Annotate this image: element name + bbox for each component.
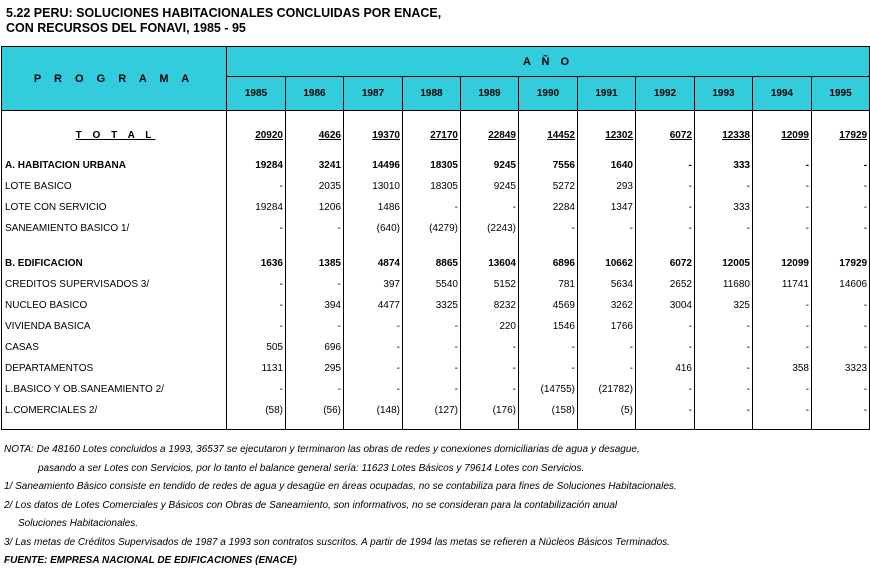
table-cell: 333 [695,155,753,176]
table-cell: 397 [344,274,403,295]
table-row [2,337,870,358]
spacer-cell [2,147,227,155]
spacer-cell [578,239,636,253]
table-cell: - [636,197,695,218]
spacer-cell [753,239,812,253]
table-cell: 13010 [344,176,403,197]
spacer-cell [812,421,870,430]
spacer-cell [519,239,578,253]
table-cell: - [695,218,753,239]
table-cell: - [403,197,461,218]
table-cell: 333 [695,197,753,218]
table-cell: - [812,316,870,337]
table-row [2,176,870,197]
table-cell: - [753,337,812,358]
spacer-cell [636,239,695,253]
table-cell: - [636,176,695,197]
table-cell: 8232 [461,295,519,316]
note-text: 1/ Saneamiento Básico consiste en tendido de redes de agua y desagüe en áreas ocupadas, no se contabiliza para fines de Soluciones Habitacionales. [4,481,677,492]
table-cell: 4569 [519,295,578,316]
spacer-cell [695,147,753,155]
table-cell: 2284 [519,197,578,218]
table-cell: - [636,218,695,239]
spacer-cell [344,147,403,155]
table-cell: 6896 [519,253,578,274]
table-cell: - [227,176,286,197]
table-cell: 11680 [695,274,753,295]
table-row [2,274,870,295]
table-cell: 19284 [227,155,286,176]
table-row [2,379,870,400]
table-cell: - [461,197,519,218]
year-header: 1989 [461,77,519,111]
spacer-cell [461,239,519,253]
table-cell: - [812,295,870,316]
table-cell: 3241 [286,155,344,176]
table-cell: - [753,218,812,239]
table-cell: 19370 [344,125,403,147]
table-cell: - [227,316,286,337]
table-row [2,218,870,239]
table-cell: 3004 [636,295,695,316]
table-cell: - [695,337,753,358]
table-cell: - [753,316,812,337]
row-label: CASAS [2,337,227,358]
table-cell: - [227,379,286,400]
table-cell: - [344,358,403,379]
spacer-cell [2,111,227,125]
table-cell: 416 [636,358,695,379]
spacer-cell [578,147,636,155]
anio-header: A Ñ O [227,47,870,77]
year-header: 1987 [344,77,403,111]
table-cell: 293 [578,176,636,197]
spacer-cell [753,147,812,155]
table-cell: (148) [344,400,403,421]
row-label: DEPARTAMENTOS [2,358,227,379]
table-cell: - [344,379,403,400]
spacer-cell [344,421,403,430]
spacer-row [2,111,870,125]
section-row [2,253,870,274]
table-cell: 14496 [344,155,403,176]
table-cell: - [636,316,695,337]
row-label: L.COMERCIALES 2/ [2,400,227,421]
spacer-cell [403,239,461,253]
spacer-cell [344,111,403,125]
table-cell: - [344,316,403,337]
table-cell: (58) [227,400,286,421]
table-cell: 220 [461,316,519,337]
table-cell: - [227,218,286,239]
row-label: CREDITOS SUPERVISADOS 3/ [2,274,227,295]
year-header: 1995 [812,77,870,111]
table-cell: - [286,274,344,295]
year-header: 1991 [578,77,636,111]
table-cell: - [753,197,812,218]
table-cell: (14755) [519,379,578,400]
table-cell: 1640 [578,155,636,176]
year-header: 1986 [286,77,344,111]
table-cell: 1347 [578,197,636,218]
spacer-cell [461,421,519,430]
table-cell: - [695,316,753,337]
table-cell: 505 [227,337,286,358]
table-cell: 7556 [519,155,578,176]
row-label: VIVIENDA BASICA [2,316,227,337]
table-cell: - [636,155,695,176]
table-cell: 2035 [286,176,344,197]
table-cell: 2652 [636,274,695,295]
table-row [2,358,870,379]
table-cell: - [695,379,753,400]
spacer-cell [286,111,344,125]
spacer-cell [695,421,753,430]
spacer-cell [403,421,461,430]
table-cell: (158) [519,400,578,421]
table-cell: 9245 [461,155,519,176]
table-cell: 10662 [578,253,636,274]
table-cell: - [519,337,578,358]
spacer-cell [578,421,636,430]
table-cell: (5) [578,400,636,421]
spacer-cell [519,111,578,125]
page-title [6,6,441,36]
table-cell: 12005 [695,253,753,274]
data-table [1,46,870,430]
spacer-cell [227,421,286,430]
table-cell: 18305 [403,176,461,197]
spacer-cell [812,239,870,253]
spacer-row [2,421,870,430]
table-cell: - [578,218,636,239]
spacer-cell [227,147,286,155]
table-cell: - [286,316,344,337]
table-cell: 22849 [461,125,519,147]
table-cell: 4626 [286,125,344,147]
title-line-2: CON RECURSOS DEL FONAVI, 1985 - 95 [6,21,246,35]
year-header: 1988 [403,77,461,111]
table-cell: - [519,218,578,239]
table-cell: 1206 [286,197,344,218]
table-cell: - [344,337,403,358]
table-cell: (640) [344,218,403,239]
table-cell: - [812,218,870,239]
spacer-cell [286,147,344,155]
table-cell: - [578,337,636,358]
spacer-cell [344,239,403,253]
row-label: SANEAMIENTO BASICO 1/ [2,218,227,239]
row-label: LOTE BASICO [2,176,227,197]
table-cell: 1766 [578,316,636,337]
spacer-cell [286,421,344,430]
table-cell: (4279) [403,218,461,239]
spacer-cell [227,239,286,253]
note-text: Soluciones Habitacionales. [18,518,139,529]
table-cell: 11741 [753,274,812,295]
total-row [2,125,870,147]
table-cell: 781 [519,274,578,295]
table-cell: 1486 [344,197,403,218]
table-cell: - [753,400,812,421]
spacer-cell [636,111,695,125]
table-cell: 5272 [519,176,578,197]
table-cell: 12302 [578,125,636,147]
table-cell: - [461,337,519,358]
spacer-cell [227,111,286,125]
table-cell: 20920 [227,125,286,147]
row-label: LOTE CON SERVICIO [2,197,227,218]
table-cell: 27170 [403,125,461,147]
table-cell: - [636,400,695,421]
table-cell: - [812,400,870,421]
table-cell: 1131 [227,358,286,379]
table-cell: - [753,155,812,176]
table-cell: 17929 [812,253,870,274]
year-header: 1985 [227,77,286,111]
spacer-cell [812,147,870,155]
table-cell: - [403,358,461,379]
spacer-cell [2,421,227,430]
spacer-cell [461,147,519,155]
source-note: FUENTE: EMPRESA NACIONAL DE EDIFICACIONES (ENACE) [4,555,297,566]
spacer-row [2,147,870,155]
table-cell: 325 [695,295,753,316]
table-cell: (127) [403,400,461,421]
table-row [2,295,870,316]
table-cell: (176) [461,400,519,421]
table-cell: - [461,358,519,379]
table-cell: 6072 [636,125,695,147]
table-cell: - [695,176,753,197]
table-cell: - [227,274,286,295]
table-cell: - [519,358,578,379]
table-cell: 3325 [403,295,461,316]
spacer-cell [461,111,519,125]
table-row [2,197,870,218]
spacer-cell [519,421,578,430]
spacer-cell [695,111,753,125]
table-cell: 12338 [695,125,753,147]
table-cell: (2243) [461,218,519,239]
table-cell: - [753,295,812,316]
table-cell: - [812,176,870,197]
table-cell: 3262 [578,295,636,316]
row-label: NUCLEO BASICO [2,295,227,316]
table-cell: 14606 [812,274,870,295]
table-cell: - [812,379,870,400]
table-cell: - [753,379,812,400]
table-cell: - [695,400,753,421]
table-cell: 5152 [461,274,519,295]
notes-section [4,441,677,571]
table-cell: 4874 [344,253,403,274]
spacer-row [2,239,870,253]
spacer-cell [403,147,461,155]
table-cell: 5540 [403,274,461,295]
table-cell: 394 [286,295,344,316]
spacer-cell [695,239,753,253]
spacer-cell [286,239,344,253]
note-text: pasando a ser Lotes con Servicios, por lo tanto el balance general sería: 11623 Lotes Básicos y 79614 Lotes con Servicios. [38,462,585,474]
table-cell: - [636,379,695,400]
table-cell: - [812,197,870,218]
table-cell: 19284 [227,197,286,218]
table-cell: 9245 [461,176,519,197]
table-cell: - [812,337,870,358]
year-header: 1990 [519,77,578,111]
table-cell: - [286,218,344,239]
row-label: L.BASICO Y OB.SANEAMIENTO 2/ [2,379,227,400]
table-cell: 5634 [578,274,636,295]
spacer-cell [578,111,636,125]
table-cell: - [403,337,461,358]
title-line-1: 5.22 PERU: SOLUCIONES HABITACIONALES CONCLUIDAS POR ENACE, [6,6,442,20]
year-header: 1992 [636,77,695,111]
row-label: T O T A L [2,125,227,147]
table-cell: - [227,295,286,316]
note-text: NOTA: De 48160 Lotes concluidos a 1993, 36537 se ejecutaron y terminaron las obras de redes y conexiones domiciliarias de agua y desague, [4,444,640,455]
table-cell: 1385 [286,253,344,274]
year-header: 1993 [695,77,753,111]
row-label: B. EDIFICACION [2,253,227,274]
spacer-cell [636,147,695,155]
table-cell: - [286,379,344,400]
spacer-cell [519,147,578,155]
table-cell: 3323 [812,358,870,379]
spacer-cell [753,421,812,430]
table-cell: - [403,379,461,400]
table-cell: (21782) [578,379,636,400]
table-cell: (56) [286,400,344,421]
note-text: 2/ Los datos de Lotes Comerciales y Básicos con Obras de Saneamiento, son informativos, no se consideran para la contabilización anual [4,499,618,511]
spacer-cell [2,239,227,253]
table-cell: 696 [286,337,344,358]
table-cell: 1546 [519,316,578,337]
table-cell: 295 [286,358,344,379]
table-cell: 12099 [753,125,812,147]
table-cell: 1636 [227,253,286,274]
table-cell: - [461,379,519,400]
spacer-cell [753,111,812,125]
table-cell: 6072 [636,253,695,274]
section-row [2,155,870,176]
table-cell: 14452 [519,125,578,147]
table-cell: - [403,316,461,337]
table-cell: 17929 [812,125,870,147]
table-row [2,400,870,421]
table-cell: 13604 [461,253,519,274]
table-cell: - [695,358,753,379]
table-cell: 8865 [403,253,461,274]
table-cell: 18305 [403,155,461,176]
table-cell: 12099 [753,253,812,274]
table-cell: 4477 [344,295,403,316]
spacer-cell [812,111,870,125]
programa-header: P R O G R A M A [2,47,227,111]
note-text: 3/ Las metas de Créditos Supervisados de 1987 a 1993 son contratos suscritos. A partir de 1994 las metas se refieren a Núcleos Básicos Terminados. [4,536,670,548]
spacer-cell [636,421,695,430]
year-header: 1994 [753,77,812,111]
table-cell: 358 [753,358,812,379]
table-cell: - [812,155,870,176]
spacer-cell [403,111,461,125]
table-cell: - [753,176,812,197]
table-cell: - [578,358,636,379]
table-row [2,316,870,337]
row-label: A. HABITACION URBANA [2,155,227,176]
table-cell: - [636,337,695,358]
